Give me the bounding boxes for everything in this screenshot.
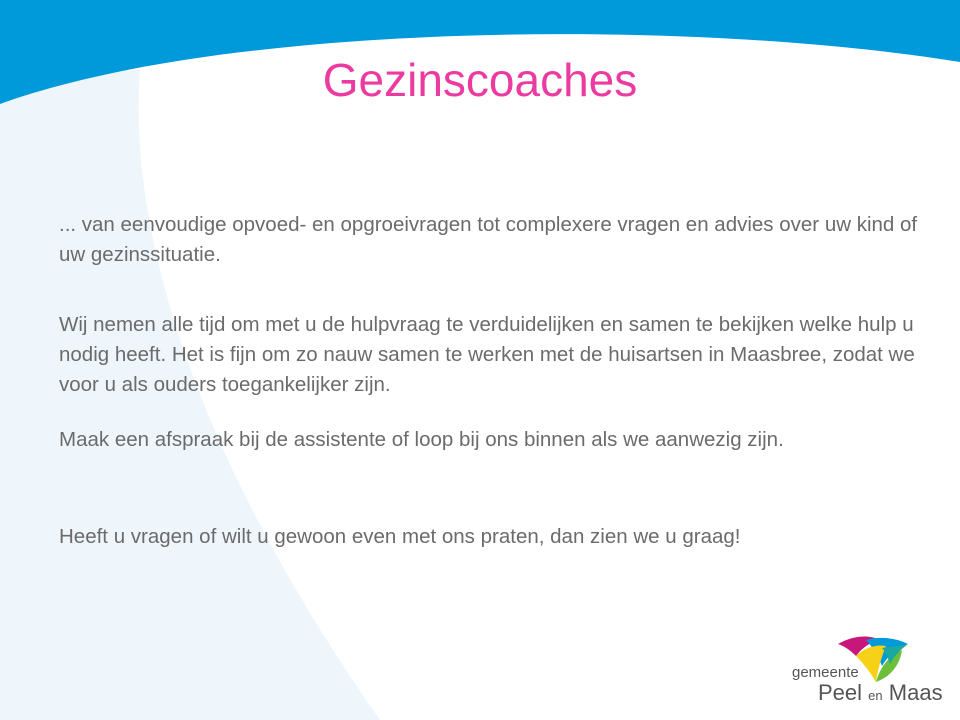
page-title: Gezinscoaches — [322, 54, 638, 106]
logo-text-peel: Peel — [818, 680, 863, 705]
municipality-logo — [786, 630, 946, 710]
logo-text-maas: Maas — [888, 680, 943, 705]
logo-text-name — [818, 680, 943, 709]
logo-text-en: en — [868, 688, 883, 703]
paragraph-approach: Wij nemen alle tijd om met u de hulpvraag te verduidelijken en samen te bekijken welke hulp u nodig heeft. Het is fijn om zo nauw samen te werken met de huisartsen in Maasbree, zodat we voor u als ouders toegankelijker zijn. — [59, 313, 915, 396]
paragraph-intro: ... van eenvoudige opvoed- en opgroeivragen tot complexere vragen en advies over uw kind of uw gezinssituatie. — [59, 213, 918, 266]
logo-text-gemeente: gemeente — [792, 664, 859, 681]
paragraph-closing: Heeft u vragen of wilt u gewoon even met ons praten, dan zien we u graag! — [59, 525, 741, 548]
paragraph-appointment: Maak een afspraak bij de assistente of loop bij ons binnen als we aanwezig zijn. — [59, 428, 784, 451]
